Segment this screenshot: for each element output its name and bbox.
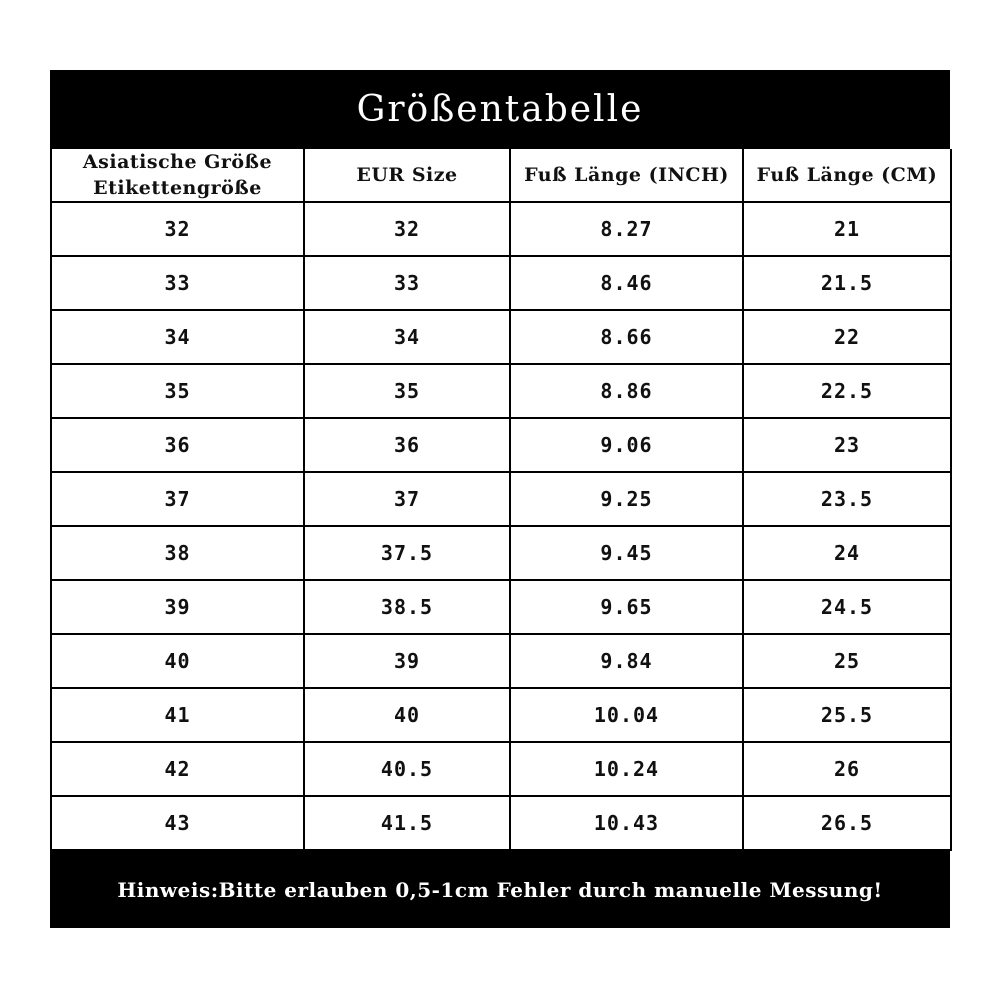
eur-size-cell: 40.5 xyxy=(305,743,511,797)
header-eur-size: EUR Size xyxy=(305,149,511,203)
header-asian-size xyxy=(52,149,305,203)
foot-length-cm-cell: 21 xyxy=(744,203,952,257)
foot-length-cm-cell: 21.5 xyxy=(744,257,952,311)
foot-length-inch-cell: 9.06 xyxy=(511,419,744,473)
foot-length-inch-cell: 8.66 xyxy=(511,311,744,365)
foot-length-cm-cell: 25 xyxy=(744,635,952,689)
foot-length-inch-cell: 8.27 xyxy=(511,203,744,257)
asian-size-cell: 35 xyxy=(52,365,305,419)
eur-size-cell: 37.5 xyxy=(305,527,511,581)
asian-size-cell: 42 xyxy=(52,743,305,797)
asian-size-cell: 37 xyxy=(52,473,305,527)
header-foot-length-cm: Fuß Länge (CM) xyxy=(744,149,952,203)
foot-length-cm-cell: 26.5 xyxy=(744,797,952,851)
foot-length-inch-cell: 9.25 xyxy=(511,473,744,527)
foot-length-inch-cell: 8.86 xyxy=(511,365,744,419)
header-foot-length-inch: Fuß Länge (INCH) xyxy=(511,149,744,203)
foot-length-cm-cell: 24.5 xyxy=(744,581,952,635)
eur-size-cell: 32 xyxy=(305,203,511,257)
header-asian-size-line1: Asiatische Größe xyxy=(82,151,273,173)
asian-size-cell: 33 xyxy=(52,257,305,311)
eur-size-cell: 36 xyxy=(305,419,511,473)
foot-length-inch-cell: 10.43 xyxy=(511,797,744,851)
eur-size-cell: 37 xyxy=(305,473,511,527)
asian-size-cell: 36 xyxy=(52,419,305,473)
foot-length-cm-cell: 23.5 xyxy=(744,473,952,527)
foot-length-inch-cell: 8.46 xyxy=(511,257,744,311)
size-chart xyxy=(50,70,950,928)
asian-size-cell: 41 xyxy=(52,689,305,743)
eur-size-cell: 41.5 xyxy=(305,797,511,851)
foot-length-inch-cell: 9.65 xyxy=(511,581,744,635)
foot-length-cm-cell: 23 xyxy=(744,419,952,473)
foot-length-inch-cell: 10.24 xyxy=(511,743,744,797)
asian-size-cell: 43 xyxy=(52,797,305,851)
asian-size-cell: 32 xyxy=(52,203,305,257)
size-table xyxy=(50,149,950,851)
asian-size-cell: 40 xyxy=(52,635,305,689)
asian-size-cell: 34 xyxy=(52,311,305,365)
eur-size-cell: 35 xyxy=(305,365,511,419)
footer-note: Hinweis:Bitte erlauben 0,5-1cm Fehler durch manuelle Messung! xyxy=(50,851,950,928)
foot-length-cm-cell: 25.5 xyxy=(744,689,952,743)
foot-length-cm-cell: 22 xyxy=(744,311,952,365)
foot-length-cm-cell: 26 xyxy=(744,743,952,797)
foot-length-inch-cell: 9.45 xyxy=(511,527,744,581)
eur-size-cell: 39 xyxy=(305,635,511,689)
foot-length-cm-cell: 22.5 xyxy=(744,365,952,419)
asian-size-cell: 39 xyxy=(52,581,305,635)
eur-size-cell: 34 xyxy=(305,311,511,365)
foot-length-cm-cell: 24 xyxy=(744,527,952,581)
chart-title: Größentabelle xyxy=(50,70,950,149)
foot-length-inch-cell: 10.04 xyxy=(511,689,744,743)
eur-size-cell: 33 xyxy=(305,257,511,311)
foot-length-inch-cell: 9.84 xyxy=(511,635,744,689)
header-asian-size-line2: Etikettengröße xyxy=(93,177,262,199)
asian-size-cell: 38 xyxy=(52,527,305,581)
eur-size-cell: 40 xyxy=(305,689,511,743)
eur-size-cell: 38.5 xyxy=(305,581,511,635)
